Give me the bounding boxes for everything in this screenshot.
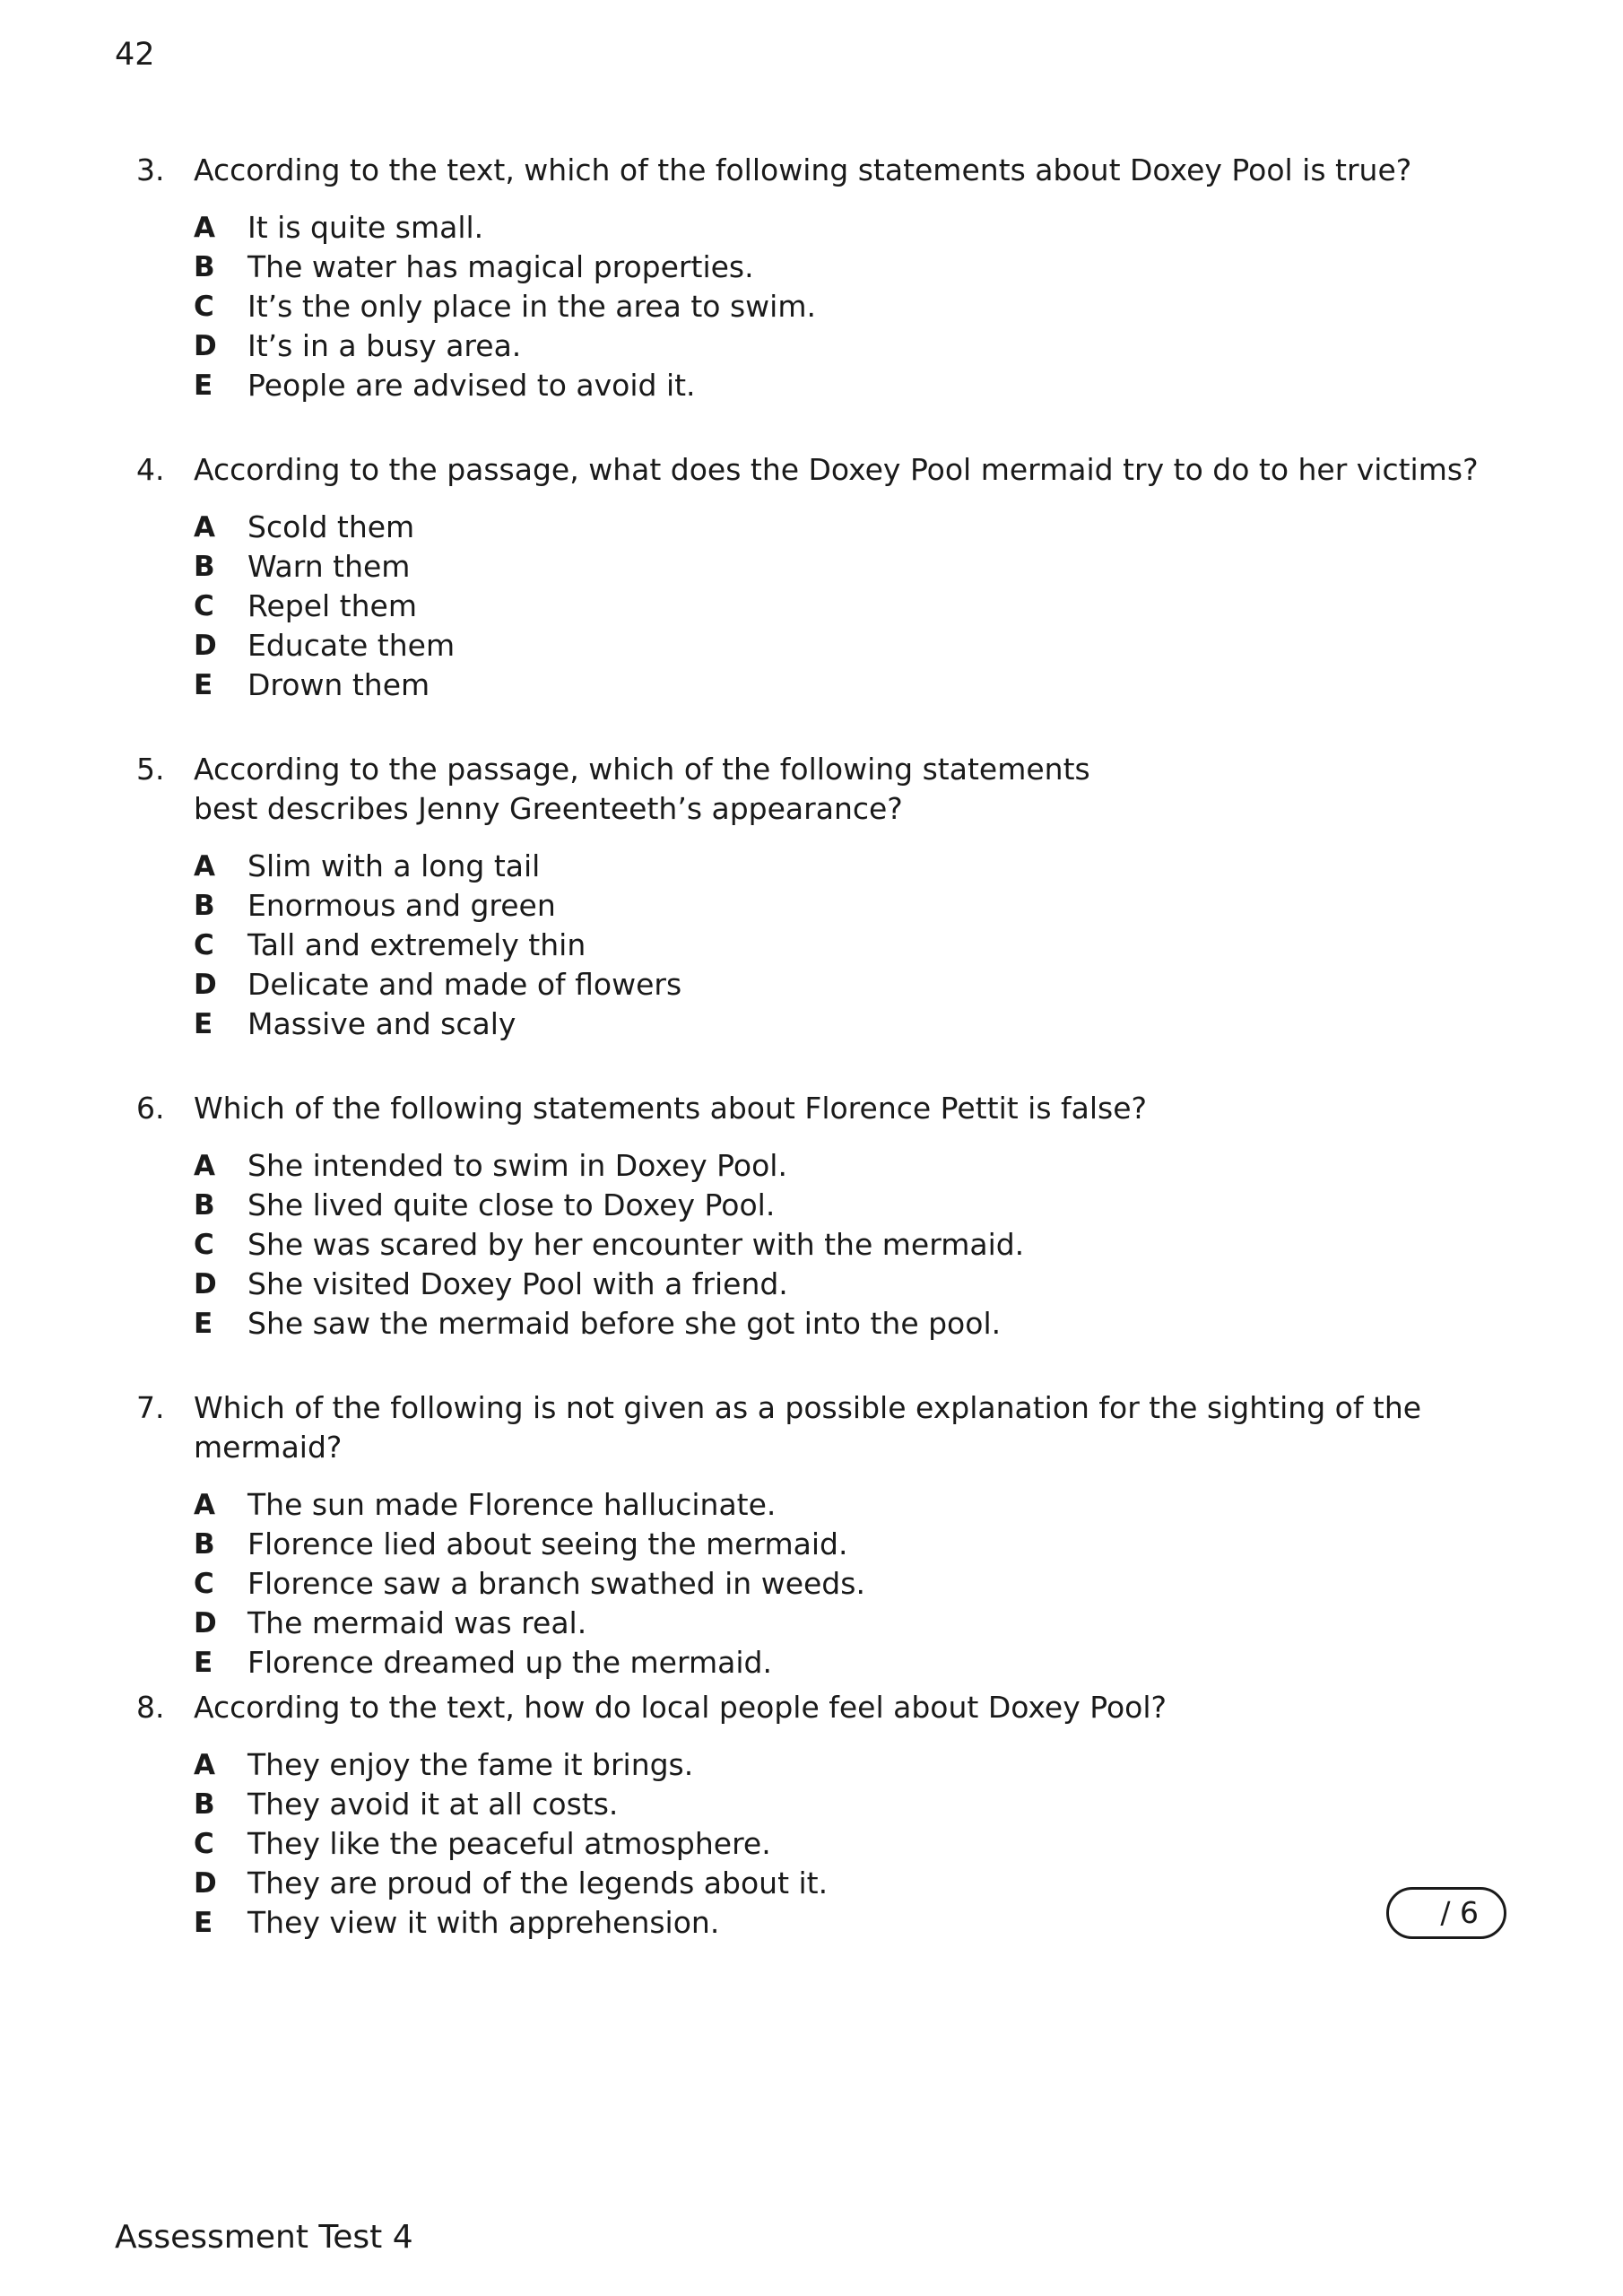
question-6 xyxy=(136,1089,1490,1344)
answer-option xyxy=(194,208,1490,248)
option-letter: E xyxy=(194,1008,213,1040)
option-letter: C xyxy=(194,1229,214,1261)
question-8 xyxy=(136,1688,1490,1943)
option-text: Tall and extremely thin xyxy=(247,927,586,962)
option-text: It is quite small. xyxy=(247,210,484,245)
answer-option xyxy=(194,1785,1490,1824)
answer-option xyxy=(194,287,1490,326)
answer-option xyxy=(194,1824,1490,1864)
answer-option xyxy=(194,665,1490,705)
answer-option xyxy=(194,1304,1490,1344)
answer-option xyxy=(194,1485,1490,1525)
question-4 xyxy=(136,450,1490,705)
answer-option xyxy=(194,965,1490,1004)
question-7 xyxy=(136,1388,1490,1683)
option-text: She lived quite close to Doxey Pool. xyxy=(247,1187,776,1222)
option-text: Scold them xyxy=(247,509,415,544)
option-letter: C xyxy=(194,929,214,961)
answer-option xyxy=(194,1146,1490,1186)
option-text: They are proud of the legends about it. xyxy=(247,1866,829,1900)
answer-options xyxy=(194,847,1490,1044)
question-3 xyxy=(136,151,1490,405)
option-letter: C xyxy=(194,590,214,622)
option-letter: D xyxy=(194,1607,217,1639)
question-text: Which of the following statements about Florence Pettit is false? xyxy=(194,1091,1148,1126)
option-letter: C xyxy=(194,1568,214,1600)
answer-option xyxy=(194,886,1490,926)
option-text: Educate them xyxy=(247,628,456,663)
question-number: 7. xyxy=(136,1390,165,1425)
answer-option xyxy=(194,626,1490,665)
score-box: / 6 xyxy=(1386,1887,1506,1939)
option-letter: A xyxy=(194,511,215,544)
option-text: Slim with a long tail xyxy=(247,848,541,883)
option-letter: B xyxy=(194,890,215,922)
option-letter: E xyxy=(194,1647,213,1679)
answer-options xyxy=(194,1485,1490,1683)
answer-option xyxy=(194,1643,1490,1683)
question-number: 4. xyxy=(136,452,165,487)
option-text: She was scared by her encounter with the mermaid. xyxy=(247,1227,1025,1262)
option-text: They view it with apprehension. xyxy=(247,1905,720,1940)
option-letter: C xyxy=(194,291,214,323)
option-letter: B xyxy=(194,1528,215,1561)
question-number: 5. xyxy=(136,752,165,787)
option-letter: A xyxy=(194,1150,215,1182)
option-letter: A xyxy=(194,1749,215,1781)
option-letter: D xyxy=(194,1867,217,1900)
option-letter: E xyxy=(194,1308,213,1340)
option-text: Drown them xyxy=(247,667,430,702)
option-text: The water has magical properties. xyxy=(247,249,754,284)
answer-option xyxy=(194,847,1490,886)
answer-option xyxy=(194,587,1490,626)
answer-option xyxy=(194,547,1490,587)
question-text: Which of the following is not given as a possible explanation for the sighting of the mermaid? xyxy=(194,1390,1422,1465)
option-text: They like the peaceful atmosphere. xyxy=(247,1826,771,1861)
option-letter: D xyxy=(194,1268,217,1300)
answer-option xyxy=(194,248,1490,287)
answer-options xyxy=(194,508,1490,705)
option-text: She intended to swim in Doxey Pool. xyxy=(247,1148,787,1183)
option-text: The sun made Florence hallucinate. xyxy=(247,1487,777,1522)
option-text: Florence dreamed up the mermaid. xyxy=(247,1645,772,1680)
answer-option xyxy=(194,1903,1490,1943)
answer-option xyxy=(194,1745,1490,1785)
answer-option xyxy=(194,1564,1490,1604)
question-text: According to the text, how do local people feel about Doxey Pool? xyxy=(194,1690,1167,1725)
option-letter: A xyxy=(194,212,215,244)
option-letter: E xyxy=(194,370,213,402)
answer-option xyxy=(194,1604,1490,1643)
option-text: Massive and scaly xyxy=(247,1006,516,1041)
option-letter: D xyxy=(194,630,217,662)
option-letter: E xyxy=(194,669,213,701)
option-letter: D xyxy=(194,330,217,362)
option-letter: B xyxy=(194,251,215,283)
option-letter: C xyxy=(194,1828,214,1860)
answer-option xyxy=(194,366,1490,405)
answer-option xyxy=(194,326,1490,366)
option-text: It’s the only place in the area to swim. xyxy=(247,289,816,324)
answer-option xyxy=(194,926,1490,965)
answer-option xyxy=(194,508,1490,547)
answer-options xyxy=(194,208,1490,405)
question-text: According to the text, which of the following statements about Doxey Pool is true? xyxy=(194,152,1412,187)
option-text: People are advised to avoid it. xyxy=(247,368,696,403)
question-5 xyxy=(136,750,1490,1044)
option-letter: B xyxy=(194,551,215,583)
option-text: Repel them xyxy=(247,588,417,623)
option-letter: D xyxy=(194,969,217,1001)
option-letter: A xyxy=(194,1489,215,1521)
option-letter: B xyxy=(194,1788,215,1821)
option-text: Enormous and green xyxy=(247,888,556,923)
option-text: Warn them xyxy=(247,549,411,584)
option-letter: A xyxy=(194,850,215,883)
answer-options xyxy=(194,1146,1490,1344)
option-text: Florence lied about seeing the mermaid. xyxy=(247,1526,848,1561)
question-number: 8. xyxy=(136,1690,165,1725)
option-letter: B xyxy=(194,1189,215,1222)
option-text: She saw the mermaid before she got into the pool. xyxy=(247,1306,1002,1341)
answer-options xyxy=(194,1745,1490,1943)
question-number: 3. xyxy=(136,152,165,187)
option-text: She visited Doxey Pool with a friend. xyxy=(247,1266,788,1301)
option-text: They avoid it at all costs. xyxy=(247,1787,619,1822)
question-text: According to the passage, which of the following statements best describes Jenny Greenteeth’s appearance? xyxy=(194,752,1090,826)
answer-option xyxy=(194,1265,1490,1304)
option-text: They enjoy the fame it brings. xyxy=(247,1747,694,1782)
answer-option xyxy=(194,1525,1490,1564)
answer-option xyxy=(194,1004,1490,1044)
option-text: It’s in a busy area. xyxy=(247,328,522,363)
option-letter: E xyxy=(194,1907,213,1939)
option-text: Florence saw a branch swathed in weeds. xyxy=(247,1566,865,1601)
answer-option xyxy=(194,1225,1490,1265)
answer-option xyxy=(194,1864,1490,1903)
page-number: 42 xyxy=(115,37,155,73)
answer-option xyxy=(194,1186,1490,1225)
question-number: 6. xyxy=(136,1091,165,1126)
question-text: According to the passage, what does the Doxey Pool mermaid try to do to her victims? xyxy=(194,452,1479,487)
footer-title: Assessment Test 4 xyxy=(115,2219,413,2256)
option-text: The mermaid was real. xyxy=(247,1605,587,1640)
option-text: Delicate and made of flowers xyxy=(247,967,682,1002)
